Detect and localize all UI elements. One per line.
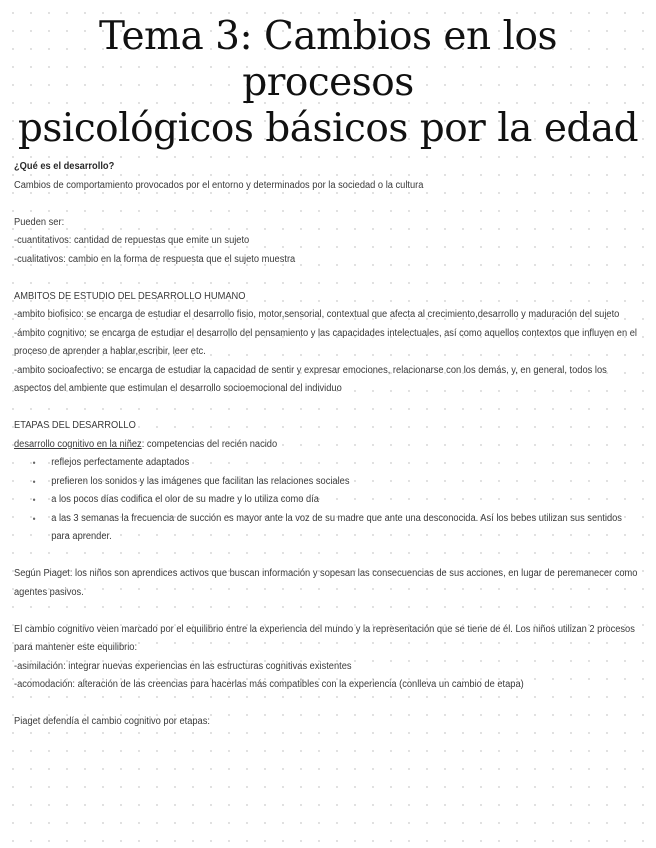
spacer — [14, 399, 642, 418]
equilibrio-paragraph: El cambio cognitivo veien marcado por el equilibrio entre la experiencia del mundo y la representación que se tiene de él. Los niños utilizan 2 procesos para mantener este equilibrio: — [14, 623, 635, 653]
etapas-sub-underlined: desarrollo cognitivo en la niñez — [14, 438, 142, 450]
spacer — [14, 195, 642, 214]
spacer — [14, 269, 642, 288]
etapas-subheading — [14, 436, 642, 455]
newborn-list — [14, 454, 642, 547]
ambito-socioafectivo: -ambito socioafectivo: se encarga de estudiar la capacidad de sentir y expresar emociones, relacionarse con los demás, y, en general, todos los aspectos del ambiente que estimulan el desarrollo socioemocional del individuo — [14, 364, 607, 394]
type-qualitative: -cualitativos: cambio en la forma de respuesta que el sujeto muestra — [14, 253, 296, 265]
title-line-1: Tema 3: Cambios en los procesos — [98, 14, 557, 105]
ambito-cognitivo: -ámbito cognitivo: se encarga de estudiar el desarrollo del pensamiento y las capacidades intelectuales, así como aquellos contextos que influyen en el proceso de aprender a hablar,escribir, leer etc. — [14, 327, 637, 357]
types-intro: Pueden ser: — [14, 216, 65, 228]
asimilacion-line: -asimilación: integrar nuevas experiencias en las estructuras cognitivas existentes — [14, 660, 352, 672]
list-item: • a las 3 semanas la frecuencia de succión es mayor ante la voz de su madre que ante una desconocida. Así los bebes utilizan sus sentidos para aprender. — [40, 510, 642, 547]
question-answer: Cambios de comportamiento provocados por el entorno y determinados por la sociedad o la cultura — [14, 179, 424, 191]
list-item: • reflejos perfectamente adaptados — [40, 454, 642, 473]
etapas-sub-rest: : competencias del recién nacido — [141, 438, 278, 450]
ambito-biofisico: -ambito biofisico: se encarga de estudiar el desarrollo fisio, motor,sensorial, contextual que afecta al crecimiento,desarrollo y maduración del sujeto — [14, 309, 620, 320]
page-title — [14, 0, 642, 152]
notes-body — [14, 158, 642, 732]
type-quantitative: -cuantitativos: cantidad de repuestas que emite un sujeto — [14, 235, 250, 246]
etapas-heading: ETAPAS DEL DESARROLLO — [14, 420, 136, 431]
piaget-stages-line: Piaget defendía el cambio cognitivo por etapas: — [14, 716, 210, 727]
list-item: • prefieren los sonidos y las imágenes que facilitan las relaciones sociales — [40, 473, 642, 492]
piaget-paragraph: Según Piaget: los niños son aprendices activos que buscan información y sopesan las consecuencias de sus acciones, en lugar de peremanecer como agentes pasivos. — [14, 568, 638, 598]
title-line-2: psicológicos básicos por la edad — [17, 106, 639, 151]
spacer — [14, 602, 642, 621]
acomodacion-line: -acomodación: alteración de las creencias para hacerlas más compatibles con la experiencia (conlleva un cambio de etapa) — [14, 679, 524, 690]
list-item: • a los pocos días codifica el olor de su madre y lo utiliza como día — [40, 491, 642, 510]
question-heading: ¿Qué es el desarrollo? — [14, 161, 115, 172]
ambitos-heading: AMBITOS DE ESTUDIO DEL DESARROLLO HUMANO — [14, 290, 246, 302]
spacer — [14, 695, 642, 714]
spacer — [14, 547, 642, 566]
